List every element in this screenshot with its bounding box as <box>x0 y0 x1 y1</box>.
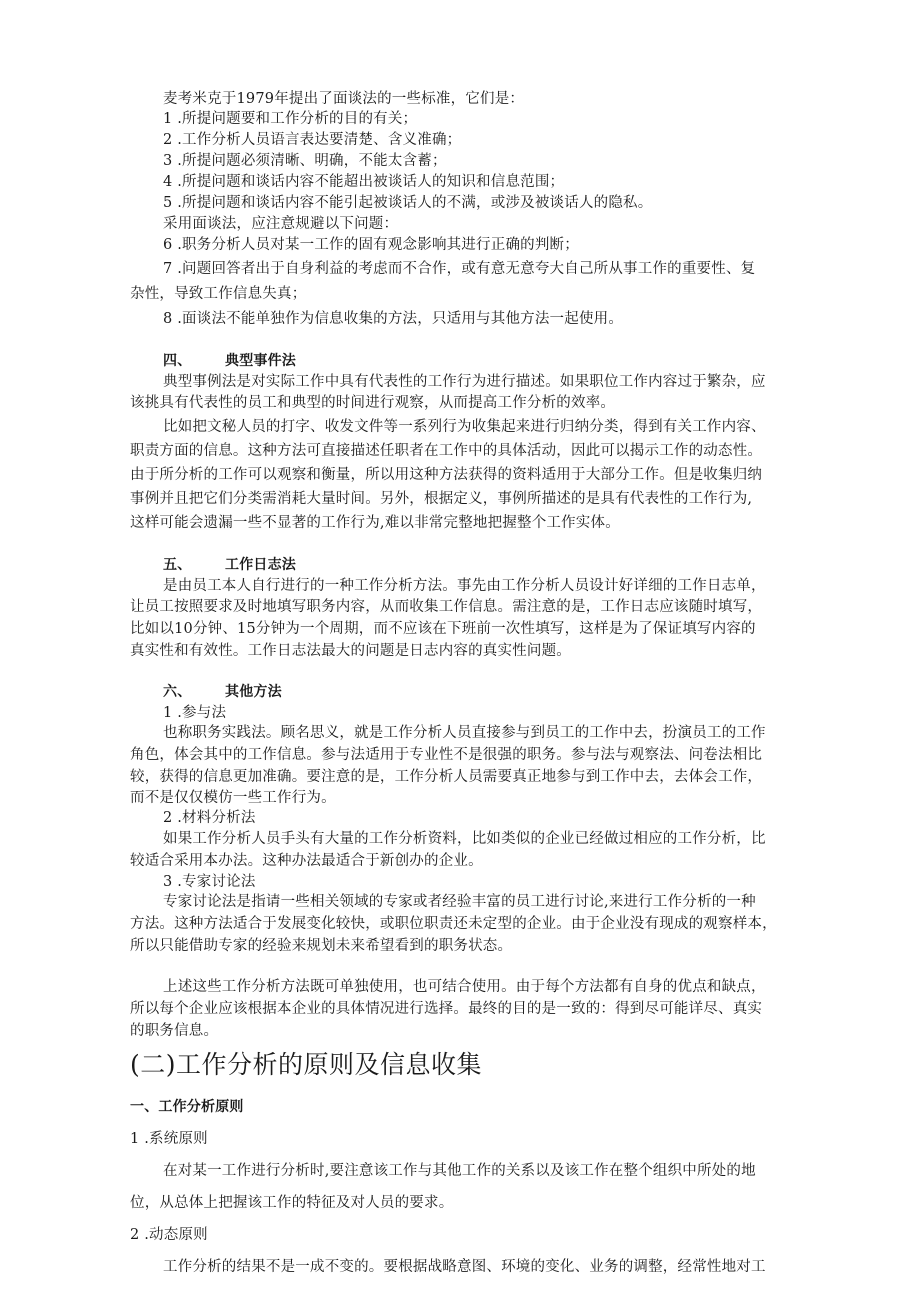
paragraph-line: 角色，体会其中的工作信息。参与法适用于专业性不是很强的职务。参与法与观察法、问卷法相比 <box>130 747 763 763</box>
summary-line: 所以每个企业应该根据本企业的具体情况进行选择。最终的目的是一致的：得到尽可能详尽、真实 <box>130 1001 763 1017</box>
paragraph-line: 该挑具有代表性的员工和典型的时间进行观察，从而提高工作分析的效率。 <box>130 395 616 411</box>
paragraph-line: 在对某一工作进行分析时,要注意该工作与其他工作的关系以及该工作在整个组织中所处的地 <box>163 1163 756 1179</box>
section-heading <box>163 683 282 701</box>
standard-item: 1 .所提问题要和工作分析的目的有关； <box>163 111 418 127</box>
summary-line: 的职务信息。 <box>130 1023 219 1039</box>
paragraph-line: 是由员工本人自行进行的一种工作分析方法。事先由工作分析人员设计好详细的工作日志单， <box>163 578 766 594</box>
summary-line: 上述这些工作分析方法既可单独使用，也可结合使用。由于每个方法都有自身的优点和缺点， <box>163 979 766 995</box>
paragraph-line: 工作分析的结果不是一成不变的。要根据战略意图、环境的变化、业务的调整，经常性地对工 <box>163 1259 766 1275</box>
paragraph-line: 这样可能会遗漏一些不显著的工作行为,难以非常完整地把握整个工作实体。 <box>130 515 620 531</box>
section-title: 工作日志法 <box>225 557 296 573</box>
paragraph-line: 位，从总体上把握该工作的特征及对人员的要求。 <box>130 1195 454 1211</box>
section-title: 典型事件法 <box>225 353 296 369</box>
chapter-title: (二)工作分析的原则及信息收集 <box>130 1050 483 1079</box>
paragraph-line: 所以只能借助专家的经验来规划未来希望看到的职务状态。 <box>130 938 513 954</box>
paragraph-line: 而不是仅仅模仿一些工作行为。 <box>130 790 336 806</box>
subsection-title: 1 .参与法 <box>163 705 227 721</box>
subsection-title: 2 .材料分析法 <box>163 810 256 826</box>
principles-heading: 一、工作分析原则 <box>130 1099 244 1115</box>
avoid-item: 6 .职务分析人员对某一工作的固有观念影响其进行正确的判断； <box>163 237 579 253</box>
section-number: 四、 <box>163 353 192 369</box>
standard-item: 3 .所提问题必须清晰、明确，不能太含蓄； <box>163 153 447 169</box>
section-number: 五、 <box>163 557 192 573</box>
section-heading <box>163 556 296 574</box>
principle-title: 2 .动态原则 <box>130 1227 208 1243</box>
section-heading <box>163 352 296 370</box>
avoid-intro: 采用面谈法，应注意规避以下问题： <box>163 216 399 232</box>
paragraph-line: 也称职务实践法。顾名思义，就是工作分析人员直接参与到员工的工作中去，扮演员工的工作 <box>163 725 766 741</box>
paragraph-line: 较适合采用本办法。这种办法最适合于新创办的企业。 <box>130 853 483 869</box>
paragraph-line: 较，获得的信息更加准确。要注意的是，工作分析人员需要真正地参与到工作中去，去体会工作， <box>130 769 763 785</box>
paragraph-line: 方法。这种方法适合于发展变化较快，或职位职责还未定型的企业。由于企业没有现成的观察样本， <box>130 916 777 932</box>
subsection-title: 3 .专家讨论法 <box>163 874 256 890</box>
avoid-item-continued: 杂性，导致工作信息失真； <box>130 286 307 302</box>
paragraph-line: 由于所分析的工作可以观察和衡量，所以用这种方法获得的资料适用于大部分工作。但是收集归纳 <box>130 467 763 483</box>
paragraph-line: 如果工作分析人员手头有大量的工作分析资料，比如类似的企业已经做过相应的工作分析，比 <box>163 831 766 847</box>
paragraph-line: 比如把文秘人员的打字、收发文件等一系列行为收集起来进行归纳分类，得到有关工作内容、 <box>163 419 766 435</box>
avoid-item: 8 .面谈法不能单独作为信息收集的方法，只适用与其他方法一起使用。 <box>163 311 624 327</box>
principle-title: 1 .系统原则 <box>130 1131 208 1147</box>
paragraph-line: 比如以10分钟、15分钟为一个周期，而不应该在下班前一次性填写，这样是为了保证填写内容的 <box>130 621 756 637</box>
section-title: 其他方法 <box>225 684 282 700</box>
paragraph-line: 真实性和有效性。工作日志法最大的问题是日志内容的真实性问题。 <box>130 643 571 659</box>
intro-line: 麦考米克于1979年提出了面谈法的一些标准，它们是： <box>163 91 525 107</box>
paragraph-line: 职责方面的信息。这种方法可直接描述任职者在工作中的具体活动，因此可以揭示工作的动态性。 <box>130 443 763 459</box>
paragraph-line: 让员工按照要求及时地填写职务内容，从而收集工作信息。需注意的是，工作日志应该随时填写， <box>130 599 763 615</box>
paragraph-line: 典型事例法是对实际工作中具有代表性的工作行为进行描述。如果职位工作内容过于繁杂，应 <box>163 374 766 390</box>
section-number: 六、 <box>163 684 192 700</box>
paragraph-line: 专家讨论法是指请一些相关领域的专家或者经验丰富的员工进行讨论,来进行工作分析的一种 <box>163 894 756 910</box>
avoid-item: 7 .问题回答者出于自身利益的考虑而不合作，或有意无意夸大自己所从事工作的重要性、复 <box>163 261 756 277</box>
standard-item: 2 .工作分析人员语言表达要清楚、含义准确； <box>163 132 462 148</box>
paragraph-line: 事例并且把它们分类需消耗大量时间。另外，根据定义，事例所描述的是具有代表性的工作行为, <box>130 491 753 507</box>
standard-item: 5 .所提问题和谈话内容不能引起被谈话人的不满，或涉及被谈话人的隐私。 <box>163 195 653 211</box>
standard-item: 4 .所提问题和谈话内容不能超出被谈话人的知识和信息范围； <box>163 174 565 190</box>
